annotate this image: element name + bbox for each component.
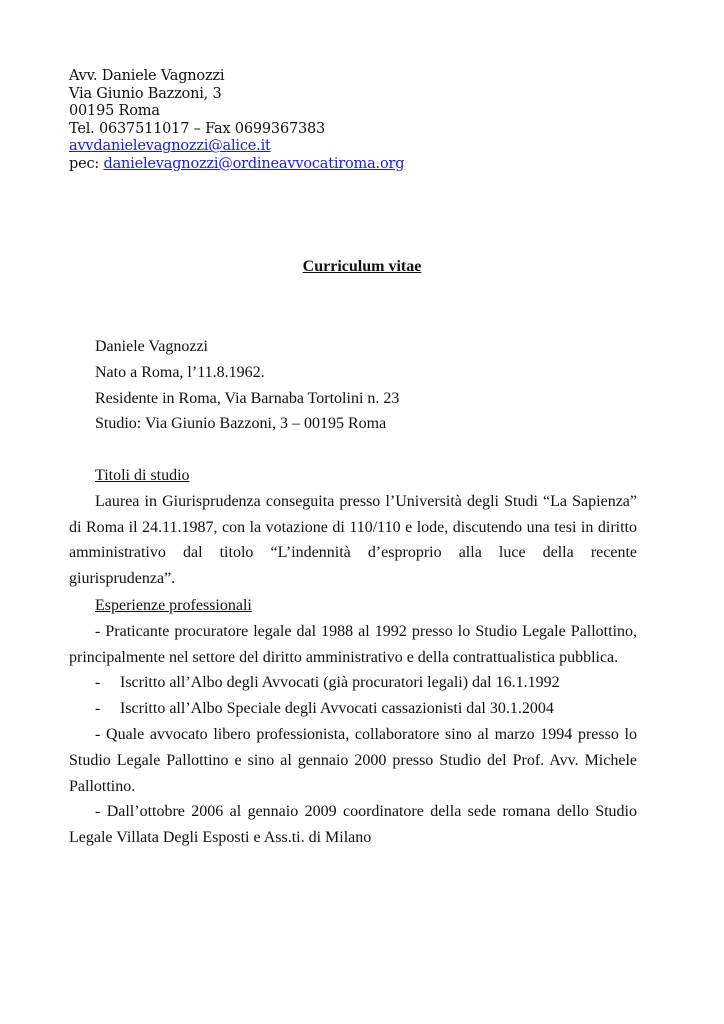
studio-info: Studio: Via Giunio Bazzoni, 3 – 00195 Roma <box>95 415 387 433</box>
education-heading: Titoli di studio <box>95 467 190 484</box>
lawyer-name: Avv. Daniele Vagnozzi <box>69 68 225 84</box>
education-section <box>69 463 637 592</box>
bullet-text: Iscritto all’Albo Speciale degli Avvocati cassazionisti dal 30.1.2004 <box>120 700 554 718</box>
experience-bullet <box>69 696 637 722</box>
letterhead <box>69 68 404 174</box>
residence-info: Residente in Roma, Via Barnaba Tortolini n. 23 <box>95 389 400 407</box>
personal-info <box>69 334 637 437</box>
experience-bullet <box>69 670 637 696</box>
experience-section <box>69 593 637 851</box>
document-title: Curriculum vitae <box>302 258 422 275</box>
email-link[interactable]: avvdanielevagnozzi@alice.it <box>69 138 271 155</box>
experience-item: - Praticante procuratore legale dal 1988 al 1992 presso lo Studio Legale Pallottino, principalmente nel settore del diritto amministrativo e della contrattualistica pubblica. <box>69 622 637 666</box>
bullet-marker: - <box>95 674 101 692</box>
pec-label: pec: <box>69 155 104 172</box>
experience-item: - Quale avvocato libero professionista, collaboratore sino al marzo 1994 presso lo Studio Legale Pallottino e sino al gennaio 2000 presso Studio del Prof. Avv. Michele Pallottino. <box>69 725 637 795</box>
bullet-text: Iscritto all’Albo degli Avvocati (già procuratori legali) dal 16.1.1992 <box>120 674 560 692</box>
experience-heading: Esperienze professionali <box>95 597 252 614</box>
street-address: Via Giunio Bazzoni, 3 <box>69 85 222 102</box>
experience-item: - Dall’ottobre 2006 al gennaio 2009 coordinatore della sede romana dello Studio Legale Villata Degli Esposti e Ass.ti. di Milano <box>69 803 637 847</box>
birth-info: Nato a Roma, l’11.8.1962. <box>95 363 265 381</box>
education-text: Laurea in Giurisprudenza conseguita presso l’Università degli Studi “La Sapienza” di Roma il 24.11.1987, con la votazione di 110/110 e lode, discutendo una tesi in diritto amministrativo dal titolo “L’indennità d’esproprio alla luce della recente giurisprudenza”. <box>69 492 637 588</box>
city: 00195 Roma <box>69 103 160 120</box>
pec-link[interactable]: danielevagnozzi@ordineavvocatiroma.org <box>103 155 405 172</box>
phone-fax: Tel. 0637511017 – Fax 0699367383 <box>69 120 326 137</box>
bullet-marker: - <box>95 700 101 718</box>
personal-name: Daniele Vagnozzi <box>95 338 208 355</box>
